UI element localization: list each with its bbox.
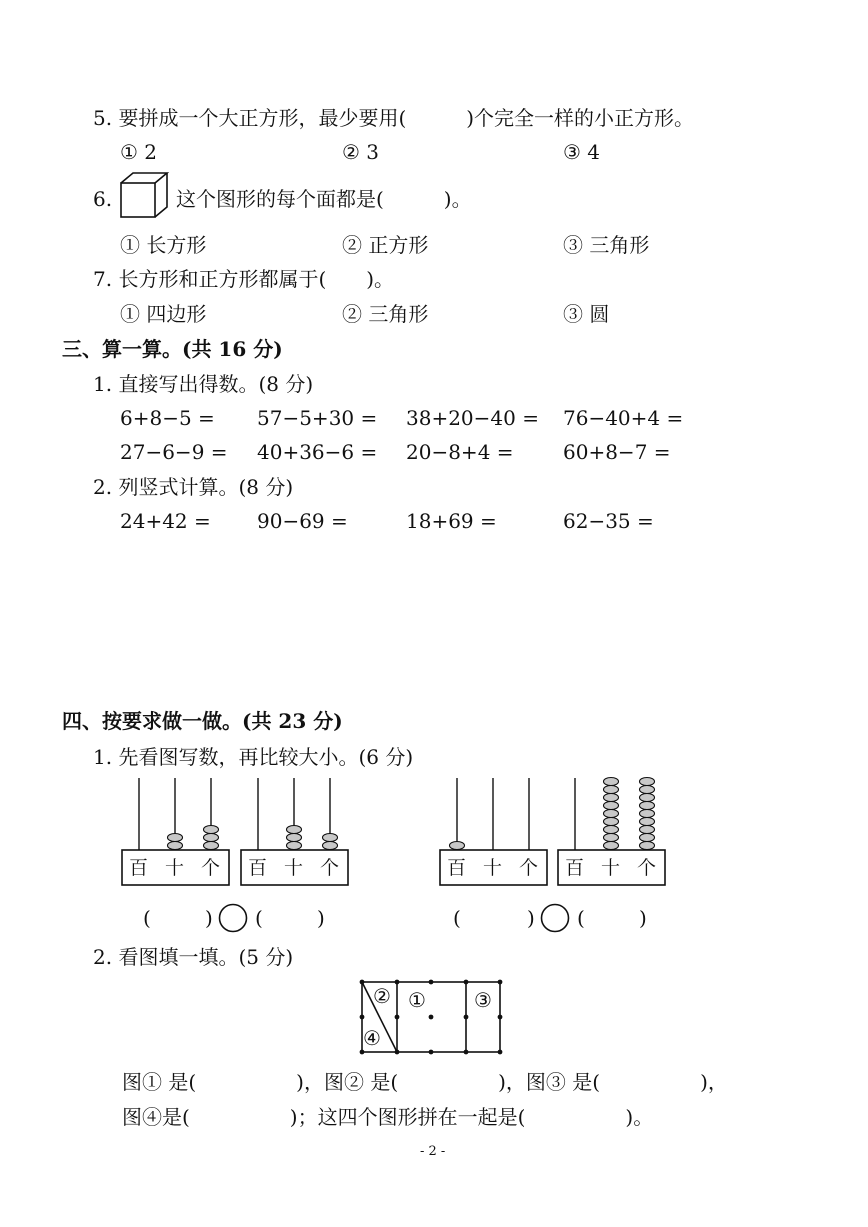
abacus-bead xyxy=(604,842,619,850)
abacus-bead xyxy=(604,802,619,810)
q7-option-3: ③ 圆 xyxy=(563,302,610,326)
abacus-bead xyxy=(604,786,619,794)
q6-option-3: ③ 三角形 xyxy=(563,233,650,257)
section4-title: 四、按要求做一做。(共 23 分) xyxy=(62,709,343,733)
abacus-bead xyxy=(604,778,619,786)
vert-calc-2: 90−69 = xyxy=(257,509,348,533)
abacus-3 xyxy=(439,778,548,886)
abacus-bead xyxy=(640,834,655,842)
answer-paren-open-1: ( xyxy=(143,906,151,930)
answer-paren-open-2: ( xyxy=(255,906,263,930)
calc-1-3: 38+20−40 = xyxy=(406,406,539,430)
abacus-label-hundreds: 百 xyxy=(248,857,268,879)
abacus-bead xyxy=(323,834,338,842)
abacus-bead xyxy=(640,818,655,826)
abacus-label-ones: 个 xyxy=(519,857,539,879)
q6-number: 6. xyxy=(93,187,113,211)
abacus-bead xyxy=(323,842,338,850)
cube-icon xyxy=(120,172,170,220)
calc-2-2: 40+36−6 = xyxy=(257,440,378,464)
abacus-label-ones: 个 xyxy=(320,857,340,879)
vert-calc-4: 62−35 = xyxy=(563,509,654,533)
abacus-bead xyxy=(640,778,655,786)
abacus-bead xyxy=(640,786,655,794)
answer-paren-open-3: ( xyxy=(453,906,461,930)
section3-sub1-title: 1. 直接写出得数。(8 分) xyxy=(93,372,314,396)
abacus-bead xyxy=(168,834,183,842)
abacus-4 xyxy=(557,778,666,886)
section4-sub2-title: 2. 看图填一填。(5 分) xyxy=(93,945,294,969)
page-number: - 2 - xyxy=(420,1144,446,1159)
abacus-bead xyxy=(287,826,302,834)
calc-2-4: 60+8−7 = xyxy=(563,440,671,464)
abacus-bead xyxy=(168,842,183,850)
abacus-bead xyxy=(204,834,219,842)
abacus-bead xyxy=(604,794,619,802)
calc-1-2: 57−5+30 = xyxy=(257,406,378,430)
answer-paren-close-2: ) xyxy=(317,906,325,930)
abacus-label-ones: 个 xyxy=(637,857,657,879)
abacus-bead xyxy=(204,842,219,850)
section4-sub1-title: 1. 先看图写数，再比较大小。(6 分) xyxy=(93,745,414,769)
answer-paren-open-4: ( xyxy=(577,906,585,930)
abacus-bead xyxy=(604,826,619,834)
abacus-label-tens: 十 xyxy=(483,857,503,879)
abacus-label-tens: 十 xyxy=(165,857,185,879)
q6-text: 这个图形的每个面都是( )。 xyxy=(176,187,472,211)
abacus-bead xyxy=(640,810,655,818)
abacus-label-hundreds: 百 xyxy=(565,857,585,879)
calc-1-1: 6+8−5 = xyxy=(120,406,215,430)
abacus-2 xyxy=(240,778,349,886)
q6-option-1: ① 长方形 xyxy=(120,233,207,257)
shape-label-1: ① xyxy=(408,988,426,1012)
abacus-1 xyxy=(121,778,230,886)
q7-option-2: ② 三角形 xyxy=(342,302,429,326)
abacus-bead xyxy=(640,794,655,802)
abacus-bead xyxy=(450,842,465,850)
shapes-figure xyxy=(358,978,504,1056)
q5-text: 5. 要拼成一个大正方形，最少要用( )个完全一样的小正方形。 xyxy=(93,106,695,130)
abacus-bead xyxy=(640,826,655,834)
calc-2-3: 20−8+4 = xyxy=(406,440,514,464)
answer-paren-close-1: ) xyxy=(205,906,213,930)
fill-line-2: 图④是( )；这四个图形拼在一起是( )。 xyxy=(122,1105,654,1129)
section3-sub2-title: 2. 列竖式计算。(8 分) xyxy=(93,475,294,499)
abacus-label-tens: 十 xyxy=(601,857,621,879)
abacus-bead xyxy=(287,842,302,850)
shape-label-3: ③ xyxy=(474,988,492,1012)
abacus-bead xyxy=(604,818,619,826)
shape-label-2: ② xyxy=(373,984,391,1008)
vert-calc-3: 18+69 = xyxy=(406,509,497,533)
abacus-label-hundreds: 百 xyxy=(129,857,149,879)
q6-option-2: ② 正方形 xyxy=(342,233,429,257)
q5-option-1: ① 2 xyxy=(120,140,158,164)
abacus-bead xyxy=(287,834,302,842)
abacus-label-hundreds: 百 xyxy=(447,857,467,879)
compare-circle-2 xyxy=(540,903,570,933)
abacus-label-tens: 十 xyxy=(284,857,304,879)
abacus-bead xyxy=(640,802,655,810)
vert-calc-1: 24+42 = xyxy=(120,509,211,533)
q7-option-1: ① 四边形 xyxy=(120,302,207,326)
answer-paren-close-4: ) xyxy=(639,906,647,930)
abacus-bead xyxy=(204,826,219,834)
q5-option-2: ② 3 xyxy=(342,140,380,164)
abacus-bead xyxy=(604,834,619,842)
q7-text: 7. 长方形和正方形都属于( )。 xyxy=(93,267,395,291)
calc-2-1: 27−6−9 = xyxy=(120,440,228,464)
calc-1-4: 76−40+4 = xyxy=(563,406,684,430)
abacus-bead xyxy=(640,842,655,850)
abacus-label-ones: 个 xyxy=(201,857,221,879)
section3-title: 三、算一算。(共 16 分) xyxy=(62,337,283,361)
q5-option-3: ③ 4 xyxy=(563,140,601,164)
fill-line-1: 图① 是( )，图② 是( )，图③ 是( )， xyxy=(122,1070,728,1094)
compare-circle-1 xyxy=(218,903,248,933)
shape-label-4: ④ xyxy=(363,1026,381,1050)
answer-paren-close-3: ) xyxy=(527,906,535,930)
abacus-bead xyxy=(604,810,619,818)
